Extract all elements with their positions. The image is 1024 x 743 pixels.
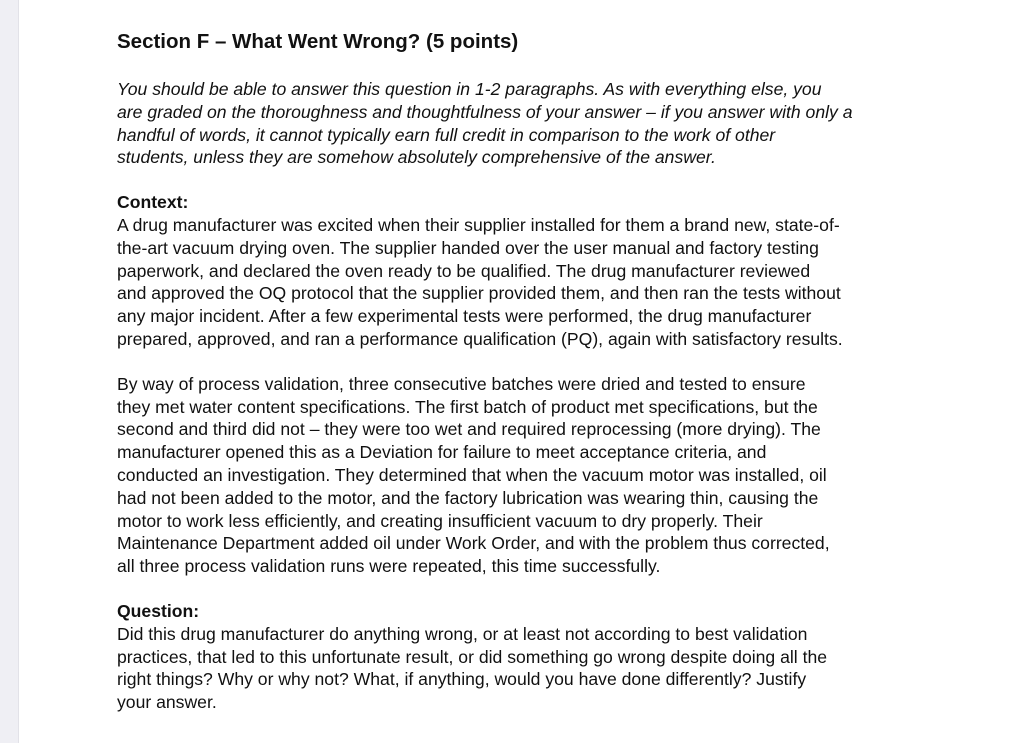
text-line: second and third did not – they were too wet and required reprocessing (more drying). The xyxy=(117,419,821,440)
section-title: Section F – What Went Wrong? (5 points) xyxy=(117,30,519,53)
context-paragraph-2 xyxy=(117,373,997,578)
instructions-paragraph xyxy=(117,78,997,169)
text-line: and approved the OQ protocol that the supplier provided them, and then ran the tests without xyxy=(117,283,841,304)
text-line: all three process validation runs were repeated, this time successfully. xyxy=(117,556,661,577)
text-line: Maintenance Department added oil under Work Order, and with the problem thus corrected, xyxy=(117,533,830,554)
text-line: the-art vacuum drying oven. The supplier handed over the user manual and factory testing xyxy=(117,237,819,258)
context-label: Context: xyxy=(117,192,189,213)
text-line: paperwork, and declared the oven ready to be qualified. The drug manufacturer reviewed xyxy=(117,260,811,281)
text-line: students, unless they are somehow absolutely comprehensive of the answer. xyxy=(117,147,716,168)
text-line: By way of process validation, three consecutive batches were dried and tested to ensure xyxy=(117,373,806,394)
text-line: are graded on the thoroughness and thoughtfulness of your answer – if you answer with only a xyxy=(117,101,853,122)
text-line: any major incident. After a few experimental tests were performed, the drug manufacturer xyxy=(117,306,812,327)
context-paragraph-1 xyxy=(117,214,997,351)
text-line: motor to work less efficiently, and creating insufficient vacuum to dry properly. Their xyxy=(117,510,763,531)
document-page xyxy=(117,28,997,736)
text-line: manufacturer opened this as a Deviation for failure to meet acceptance criteria, and xyxy=(117,442,767,463)
text-line: A drug manufacturer was excited when their supplier installed for them a brand new, state-of- xyxy=(117,214,840,235)
page-gutter xyxy=(0,0,19,743)
question-section xyxy=(117,600,997,714)
text-line: your answer. xyxy=(117,692,217,713)
text-line: practices, that led to this unfortunate result, or did something go wrong despite doing all the xyxy=(117,646,828,667)
text-line: prepared, approved, and ran a performance qualification (PQ), again with satisfactory results. xyxy=(117,328,843,349)
text-line: You should be able to answer this question in 1-2 paragraphs. As with everything else, you xyxy=(117,79,822,99)
text-line: handful of words, it cannot typically earn full credit in comparison to the work of other xyxy=(117,124,776,145)
context-section xyxy=(117,191,997,351)
text-line: had not been added to the motor, and the factory lubrication was wearing thin, causing the xyxy=(117,487,819,508)
question-paragraph xyxy=(117,623,997,714)
question-label: Question: xyxy=(117,600,200,621)
text-line: Did this drug manufacturer do anything wrong, or at least not according to best validation xyxy=(117,623,808,644)
text-line: they met water content specifications. The first batch of product met specifications, but the xyxy=(117,396,818,417)
text-line: right things? Why or why not? What, if anything, would you have done differently? Justify xyxy=(117,669,807,690)
text-line: conducted an investigation. They determined that when the vacuum motor was installed, oil xyxy=(117,464,827,485)
